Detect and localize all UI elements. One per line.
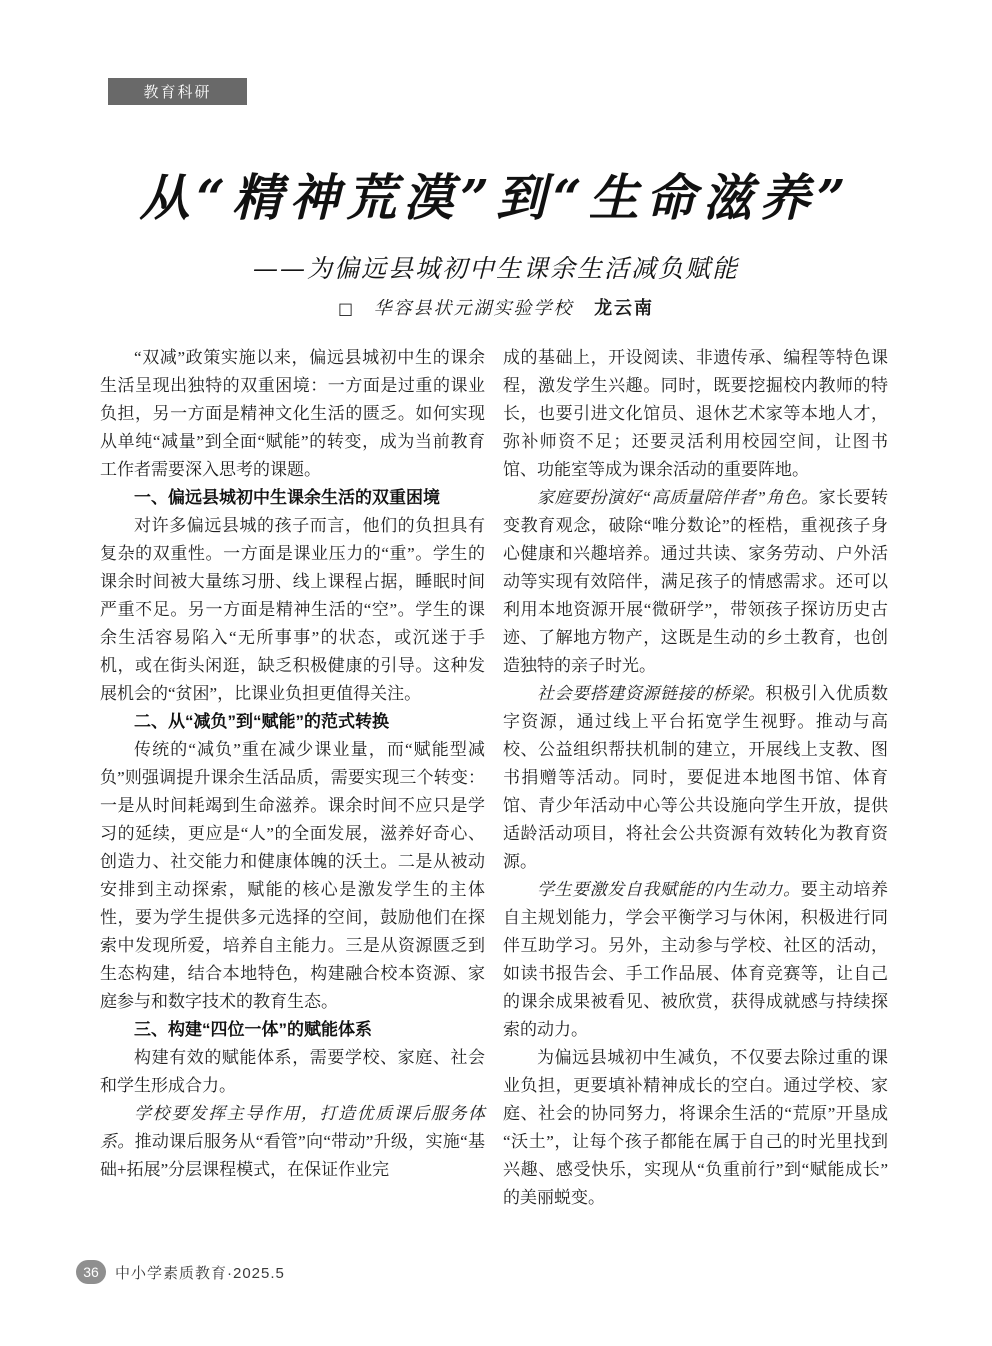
- article-title: 从“精神荒漠”到“生命滋养”: [139, 168, 853, 227]
- paragraph: 学校要发挥主导作用，打造优质课后服务体系。推动课后服务从“看管”向“带动”升级，实施“基础+拓展”分层课程模式，在保证作业完: [100, 1104, 485, 1179]
- page-number-badge: 36: [76, 1260, 106, 1284]
- paragraph-lead-emphasis: 社会要搭建资源链接的桥梁。: [537, 684, 766, 703]
- section-heading: 二、从“减负”到“赋能”的范式转换: [134, 712, 389, 731]
- author-affiliation: 华容县状元湖实验学校: [373, 298, 574, 318]
- paragraph: 为偏远县城初中生减负，不仅要去除过重的课业负担，更要填补精神成长的空白。通过学校、家庭、社会的协同努力，将课余生活的“荒原”开垦成“沃土”，让每个孩子都能在属于自己的时光里找到兴趣、感受快乐，实现从“负重前行”到“赋能成长”的美丽蜕变。: [503, 1048, 888, 1207]
- left-column: [100, 344, 485, 1212]
- category-label: 教育科研: [108, 78, 247, 105]
- article-subtitle: ——为偏远县城初中生课余生活减负赋能: [252, 254, 739, 283]
- paragraph-lead-emphasis: 家庭要扮演好“高质量陪伴者”角色。: [537, 488, 819, 507]
- journal-name: 中小学素质教育·2025.5: [115, 1264, 285, 1282]
- article-body: [100, 344, 888, 1212]
- paragraph: 对许多偏远县城的孩子而言，他们的负担具有复杂的双重性。一方面是课业压力的“重”。学生的课余时间被大量练习册、线上课程占据，睡眠时间严重不足。另一方面是精神生活的“空”。学生的课余生活容易陷入“无所事事”的状态，或沉迷于手机，或在街头闲逛，缺乏积极健康的引导。这种发展机会的“贫困”，比课业负担更值得关注。: [100, 516, 485, 703]
- paragraph: 构建有效的赋能体系，需要学校、家庭、社会和学生形成合力。: [100, 1048, 485, 1095]
- page-footer: [76, 1260, 285, 1284]
- paragraph: 传统的“减负”重在减少课业量，而“赋能型减负”则强调提升课余生活品质，需要实现三个转变：一是从时间耗竭到生命滋养。课余时间不应只是学习的延续，更应是“人”的全面发展，滋养好奇心、创造力、社交能力和健康体魄的沃土。二是从被动安排到主动探索，赋能的核心是激发学生的主体性，要为学生提供多元选择的空间，鼓励他们在探索中发现所爱，培养自主能力。三是从资源匮乏到生态构建，结合本地特色，构建融合校本资源、家庭参与和数字技术的教育生态。: [100, 740, 485, 1011]
- section-heading: 三、构建“四位一体”的赋能体系: [134, 1020, 372, 1039]
- paragraph-lead-emphasis: 学校要发挥主导作用，打造优质课后服务体系。: [100, 1104, 485, 1151]
- paragraph-lead-emphasis: 学生要激发自我赋能的内生动力。: [537, 880, 801, 899]
- paragraph: “双减”政策实施以来，偏远县城初中生的课余生活呈现出独特的双重困境：一方面是过重的课业负担，另一方面是精神文化生活的匮乏。如何实现从单纯“减量”到全面“赋能”的转变，成为当前教育工作者需要深入思考的课题。: [100, 348, 485, 479]
- paragraph: 学生要激发自我赋能的内生动力。要主动培养自主规划能力，学会平衡学习与休闲，积极进行同伴互助学习。另外，主动参与学校、社区的活动，如读书报告会、手工作品展、体育竞赛等，让自己的课余成果被看见、被欣赏，获得成就感与持续探索的动力。: [503, 880, 889, 1039]
- paragraph: 成的基础上，开设阅读、非遗传承、编程等特色课程，激发学生兴趣。同时，既要挖掘校内教师的特长，也要引进文化馆员、退休艺术家等本地人才，弥补师资不足；还要灵活利用校园空间，让图书馆、功能室等成为课余活动的重要阵地。: [503, 348, 888, 479]
- paragraph: 社会要搭建资源链接的桥梁。积极引入优质数字资源，通过线上平台拓宽学生视野。推动与高校、公益组织帮扶机制的建立，开展线上支教、图书捐赠等活动。同时，要促进本地图书馆、体育馆、青少年活动中心等公共设施向学生开放，提供适龄活动项目，将社会公共资源有效转化为教育资源。: [503, 684, 889, 871]
- byline: [0, 294, 992, 320]
- author-name: 龙云南: [594, 298, 655, 318]
- paragraph: 家庭要扮演好“高质量陪伴者”角色。家长要转变教育观念，破除“唯分数论”的桎梏，重视孩子身心健康和兴趣培养。通过共读、家务劳动、户外活动等实现有效陪伴，满足孩子的情感需求。还可以利用本地资源开展“微研学”，带领孩子探访历史古迹、了解地方物产，这既是生动的乡土教育，也创造独特的亲子时光。: [503, 488, 888, 675]
- section-heading: 一、偏远县城初中生课余生活的双重困境: [134, 488, 440, 507]
- author-marker-icon: □: [337, 299, 354, 318]
- right-column: [503, 344, 888, 1212]
